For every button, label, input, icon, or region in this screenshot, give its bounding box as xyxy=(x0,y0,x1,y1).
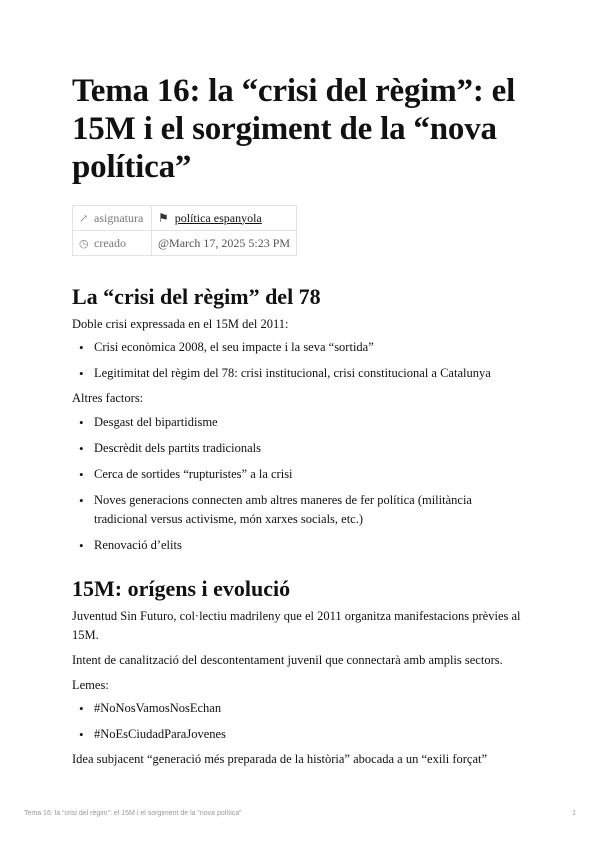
section-heading-crisi: La “crisi del règim” del 78 xyxy=(72,284,321,309)
bullet-list-lemes xyxy=(72,699,528,751)
list-item: • #NoEsCiudadParaJovenes xyxy=(72,725,528,744)
list-item: • #NoNosVamosNosEchan xyxy=(72,699,528,718)
paragraph: Lemes: xyxy=(72,678,109,692)
bullet-list-factors xyxy=(72,413,528,562)
paragraph: Idea subjacent “generació més preparada de la història” abocada a un “exili forçat” xyxy=(72,752,488,766)
property-key: asignatura xyxy=(94,210,144,225)
page-number: 1 xyxy=(572,810,576,817)
clock-icon: ◷ xyxy=(79,237,89,250)
footer-title: Tema 16: la “crisi del règim”: el 15M i el sorgiment de la “nova política” xyxy=(24,810,242,817)
page-footer xyxy=(24,810,576,817)
paragraph: Juventud Sin Futuro, col·lectiu madrileny que el 2011 organitza manifestacions prèvies al 15M. xyxy=(72,609,521,642)
property-value-creado: @March 17, 2025 5:23 PM xyxy=(152,231,297,256)
section-heading-15m: 15M: orígens i evolució xyxy=(72,576,291,601)
arrow-up-right-icon: ↗ xyxy=(79,212,89,225)
paragraph: Altres factors: xyxy=(72,391,144,405)
list-item: • Crisi econòmica 2008, el seu impacte i la seva “sortida” xyxy=(72,338,528,357)
list-item: • Descrèdit dels partits tradicionals xyxy=(72,439,528,458)
property-row-asignatura xyxy=(73,206,297,231)
list-item: • Legitimitat del règim del 78: crisi institucional, crisi constitucional a Catalunya xyxy=(72,364,528,383)
property-key: creado xyxy=(94,235,126,250)
page-title: Tema 16: la “crisi del règim”: el 15M i el sorgiment de la “nova política” xyxy=(72,73,516,185)
property-link-asignatura[interactable]: política espanyola xyxy=(174,210,262,225)
flag-icon: ⚑ xyxy=(158,210,169,225)
list-item: • Renovació d’elits xyxy=(72,536,528,555)
list-item: • Cerca de sortides “rupturistes” a la crisi xyxy=(72,465,528,484)
property-row-creado xyxy=(73,231,297,256)
properties-table xyxy=(72,205,297,256)
bullet-list-crisi xyxy=(72,338,528,390)
paragraph: Doble crisi expressada en el 15M del 2011: xyxy=(72,317,289,331)
paragraph: Intent de canalització del descontentament juvenil que connectarà amb amplis sectors. xyxy=(72,653,503,667)
list-item: • Desgast del bipartidisme xyxy=(72,413,528,432)
list-item: • Noves generacions connecten amb altres maneres de fer política (militància tradicional versus activisme, món xarxes socials, etc.) xyxy=(72,491,528,529)
